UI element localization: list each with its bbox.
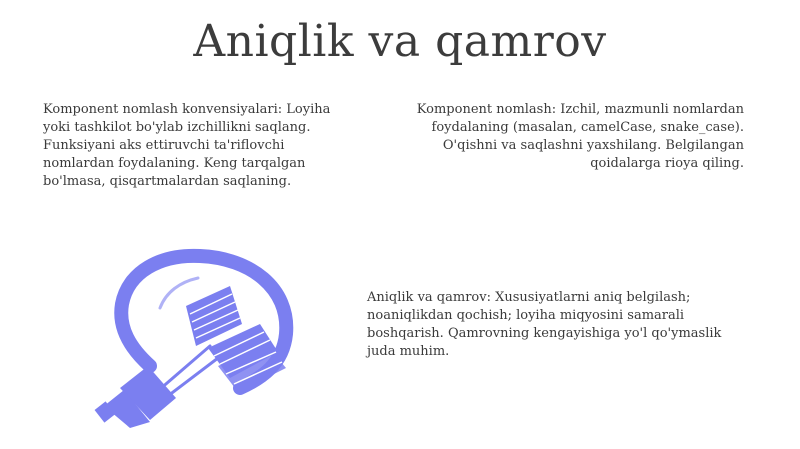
lightbulb-book-icon <box>90 248 320 432</box>
slide-title: Aniqlik va qamrov <box>193 16 607 67</box>
paragraph-component-naming: Komponent nomlash: Izchil, mazmunli nomlardan foydalaning (masalan, camelCase, snake_case). O'qishni va saqlashni yaxshilang. Belgilangan qoidalarga rioya qiling. <box>416 102 744 171</box>
paragraph-clarity-scope: Aniqlik va qamrov: Xususiyatlarni aniq belgilash; noaniqlikdan qochish; loyiha miqyosini samarali boshqarish. Qamrovning kengayishiga yo'l qo'ymaslik juda muhim. <box>367 290 722 359</box>
paragraph-naming-conventions: Komponent nomlash konvensiyalari: Loyiha yoki tashkilot bo'ylab izchillikni saqlang. Funksiyani aks ettiruvchi ta'riflovchi nomlardan foydalaning. Keng tarqalgan bo'lmasa, qisqartmalardan saqlaning. <box>43 102 331 189</box>
